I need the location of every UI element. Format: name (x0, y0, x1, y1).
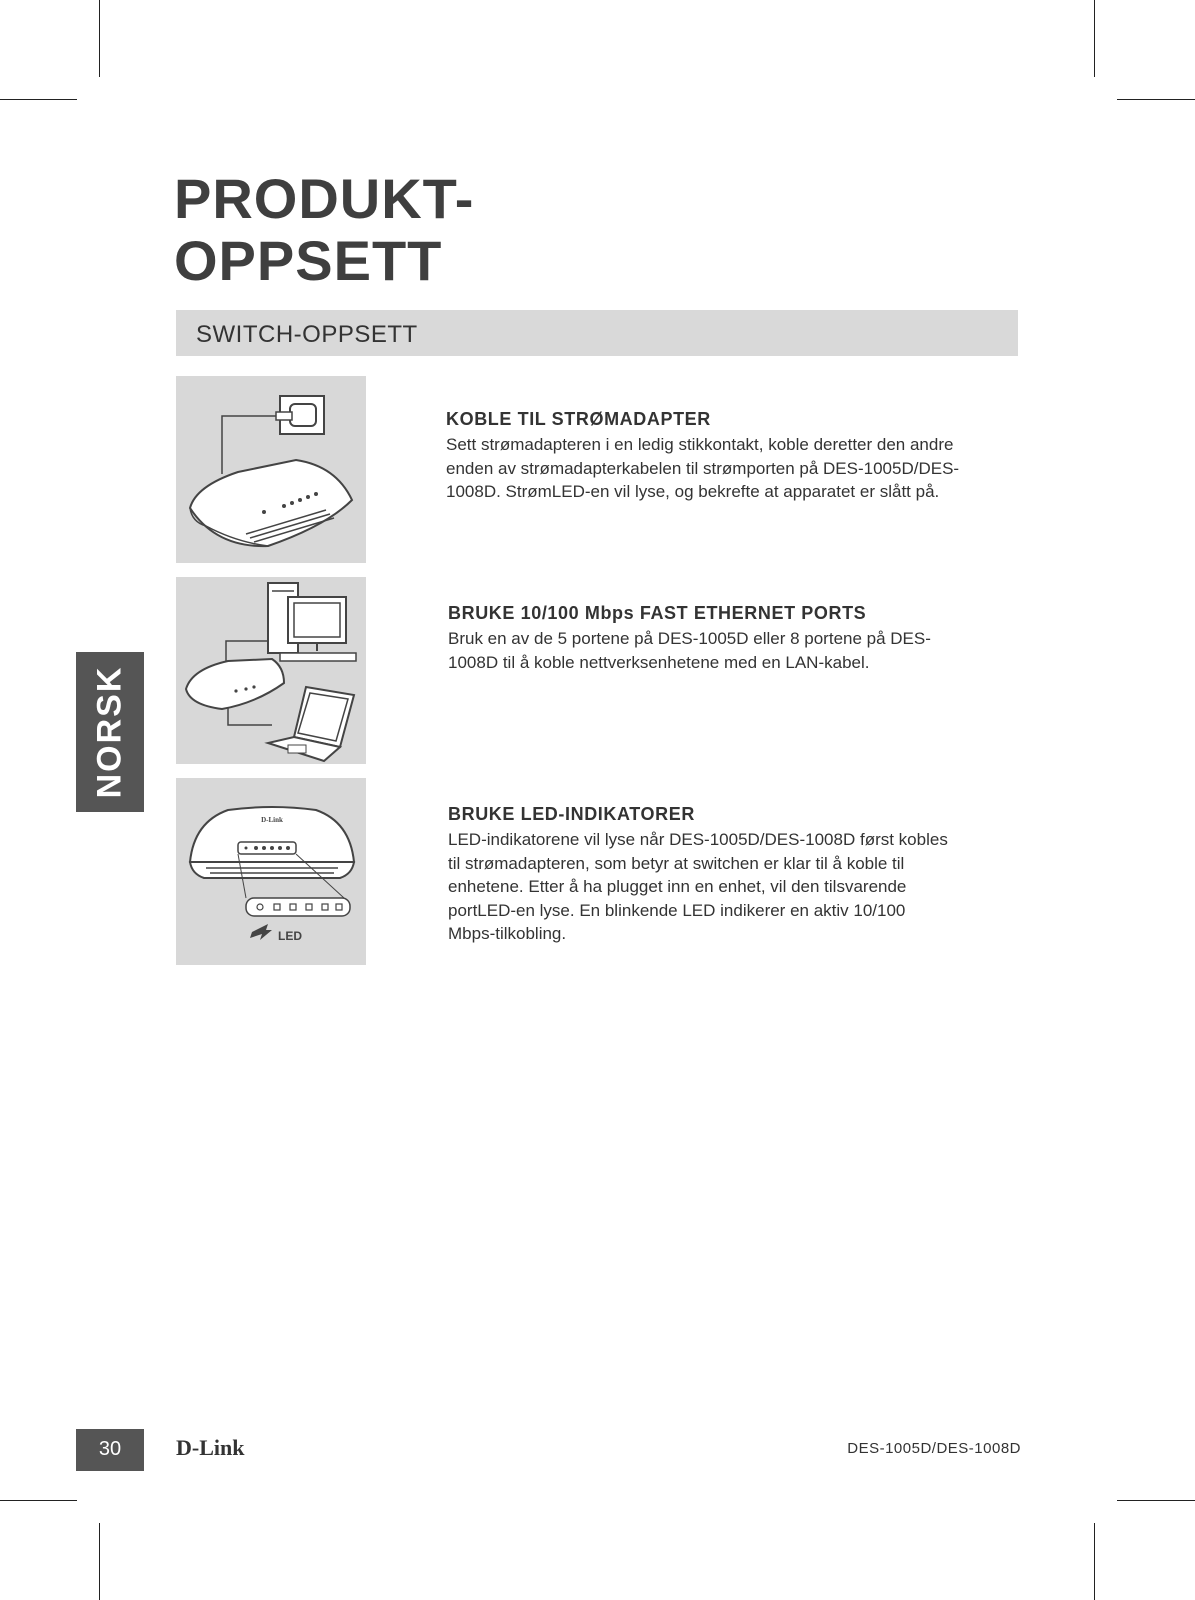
crop-mark (99, 1523, 100, 1600)
crop-mark (1094, 1523, 1095, 1600)
language-tab (76, 652, 144, 812)
step-body: LED-indikatorene vil lyse når DES-1005D/DES-1008D først kobles til strømadapteren, som betyr at switchen er klar til å koble til enhetene. Etter å ha plugget inn en enhet, vil den tilsvarende portLED-en lyse. En blinkende LED indikerer en aktiv 10/100 Mbps-tilkobling. (448, 830, 948, 943)
step-heading: BRUKE 10/100 Mbps FAST ETHERNET PORTS (448, 603, 867, 623)
page-title-line2: OPPSETT (174, 229, 443, 292)
step-body: Sett strømadapteren i en ledig stikkontakt, koble deretter den andre enden av strømadapterkabelen til strømporten på DES-1005D/DES-1008D. StrømLED-en vil lyse, og bekrefte at apparatet er slått på. (446, 435, 960, 501)
page-title (174, 168, 474, 292)
step-ethernet-ports (448, 603, 1008, 674)
step-heading: KOBLE TIL STRØMADAPTER (446, 409, 711, 429)
page-title-line1: PRODUKT- (174, 167, 475, 230)
power-adapter-icon (176, 376, 366, 563)
led-indicator-icon (176, 778, 366, 965)
device-logo: D-Link (261, 816, 283, 824)
crop-mark (1117, 1500, 1195, 1501)
crop-mark (99, 0, 100, 77)
step-led-indicators (448, 804, 1008, 946)
led-label: LED (278, 929, 302, 943)
section-header (176, 310, 1018, 356)
model-name: DES-1005D/DES-1008D (847, 1440, 1021, 1457)
language-tab-label: NORSK (90, 665, 129, 799)
crop-mark (1117, 99, 1195, 100)
network-devices-icon (176, 577, 366, 764)
step-heading: BRUKE LED-INDIKATORER (448, 804, 695, 824)
step-body: Bruk en av de 5 portene på DES-1005D eller 8 portene på DES-1008D til å koble nettverksenhetene med en LAN-kabel. (448, 629, 931, 672)
crop-mark (0, 99, 77, 100)
crop-mark (0, 1500, 77, 1501)
page-number: 30 (98, 1438, 122, 1460)
step-power-adapter (446, 409, 1006, 504)
crop-mark (1094, 0, 1095, 77)
page-number-box (76, 1429, 144, 1471)
brand-logo: D-Link (176, 1435, 245, 1460)
section-title: SWITCH-OPPSETT (196, 321, 418, 348)
